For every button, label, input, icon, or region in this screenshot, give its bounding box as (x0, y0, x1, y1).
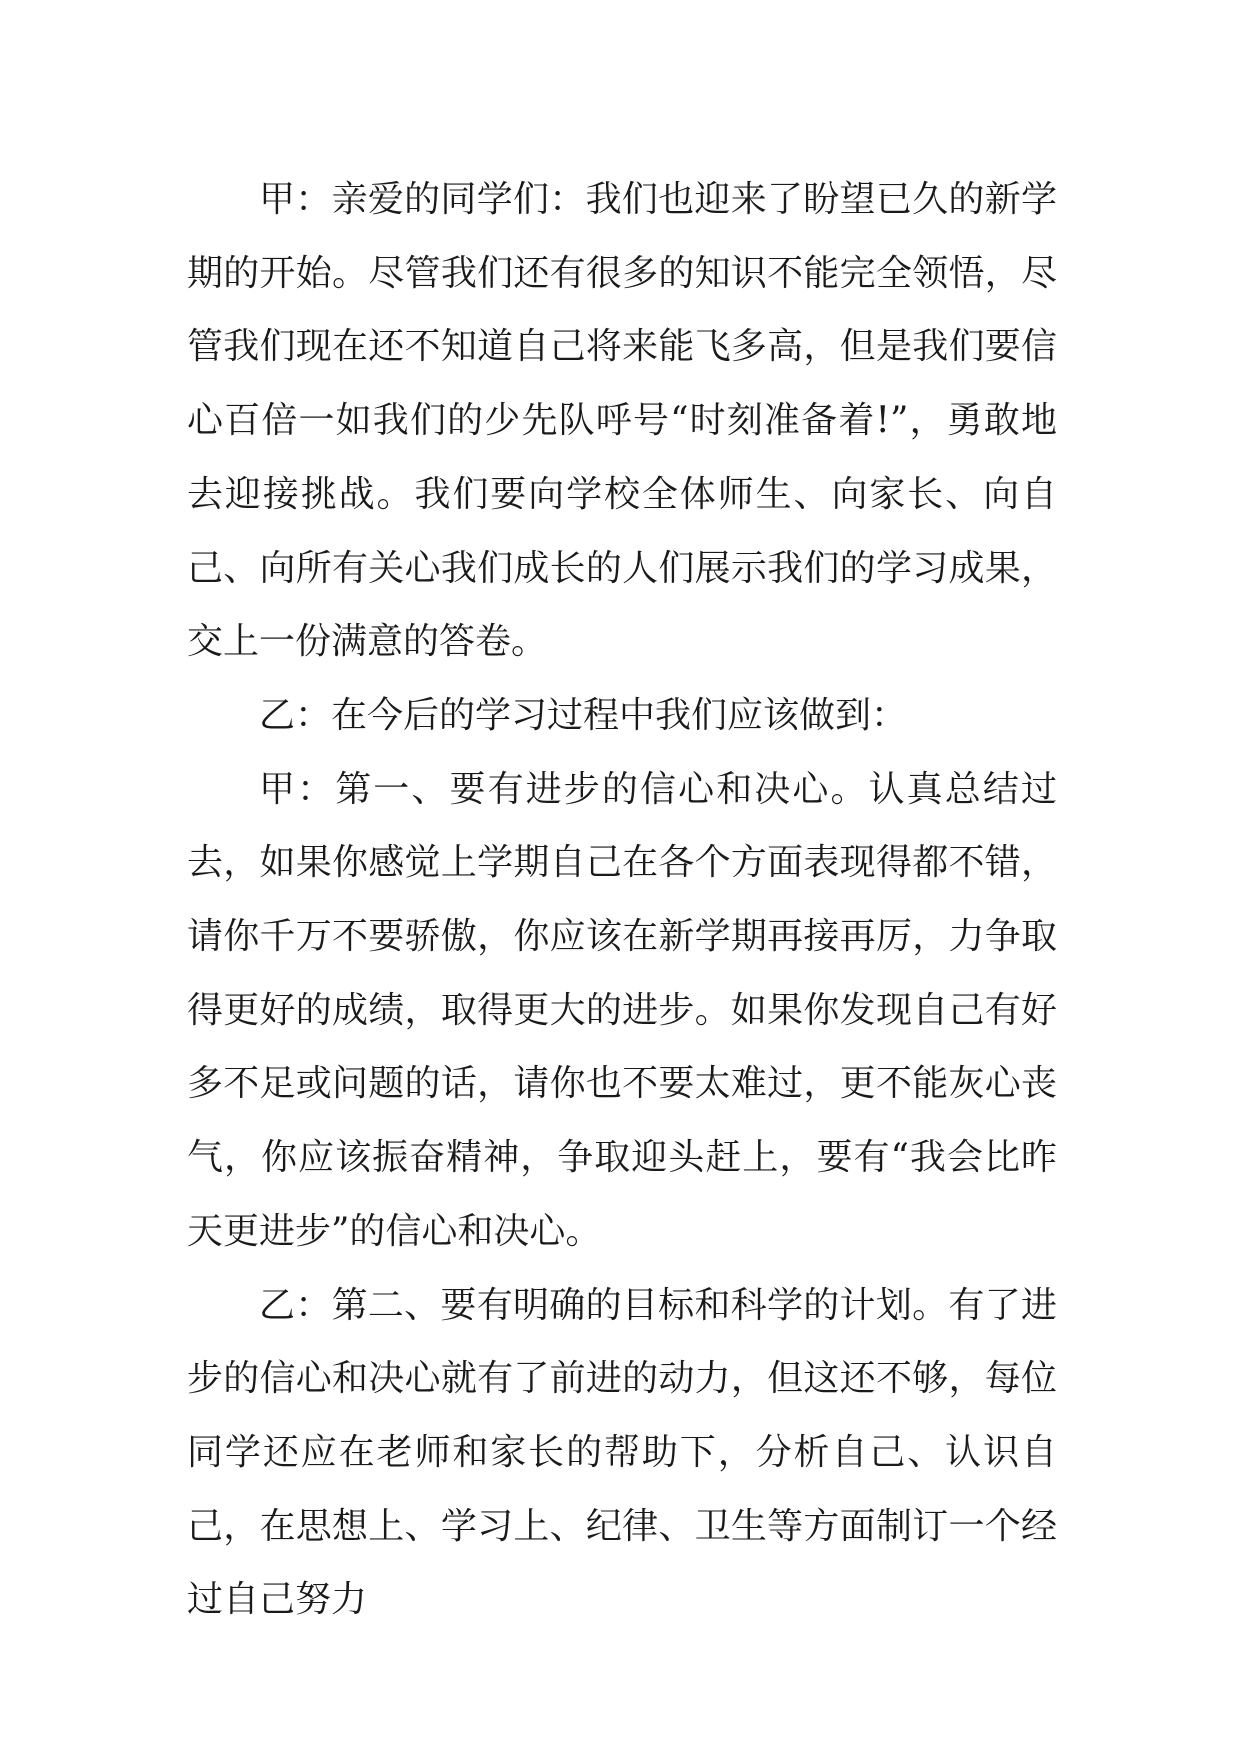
paragraph-yi-second-point: 乙：第二、要有明确的目标和科学的计划。有了进步的信心和决心就有了前进的动力，但这还不够，每位同学还应在老师和家长的帮助下，分析自己、认识自己，在思想上、学习上、纪律、卫生等方面制订一个经过自己努力 (187, 1284, 1057, 1621)
paragraph-jia-opening: 甲：亲爱的同学们：我们也迎来了盼望已久的新学期的开始。尽管我们还有很多的知识不能完全领悟，尽管我们现在还不知道自己将来能飞多高，但是我们要信心百倍一如我们的少先队呼号“时刻准备着!”，勇敢地去迎接挑战。我们要向学校全体师生、向家长、向自己、向所有关心我们成长的人们展示我们的学习成果，交上一份满意的答卷。 (187, 179, 1057, 663)
paragraph-jia-first-point: 甲：第一、要有进步的信心和决心。认真总结过去，如果你感觉上学期自己在各个方面表现得都不错，请你千万不要骄傲，你应该在新学期再接再厉，力争取得更好的成绩，取得更大的进步。如果你发现自己有好多不足或问题的话，请你也不要太难过，更不能灰心丧气，你应该振奋精神，争取迎头赶上，要有“我会比昨天更进步”的信心和决心。 (187, 768, 1057, 1252)
paragraph-yi-intro: 乙：在今后的学习过程中我们应该做到： (259, 694, 908, 736)
document-body (187, 163, 1057, 1637)
